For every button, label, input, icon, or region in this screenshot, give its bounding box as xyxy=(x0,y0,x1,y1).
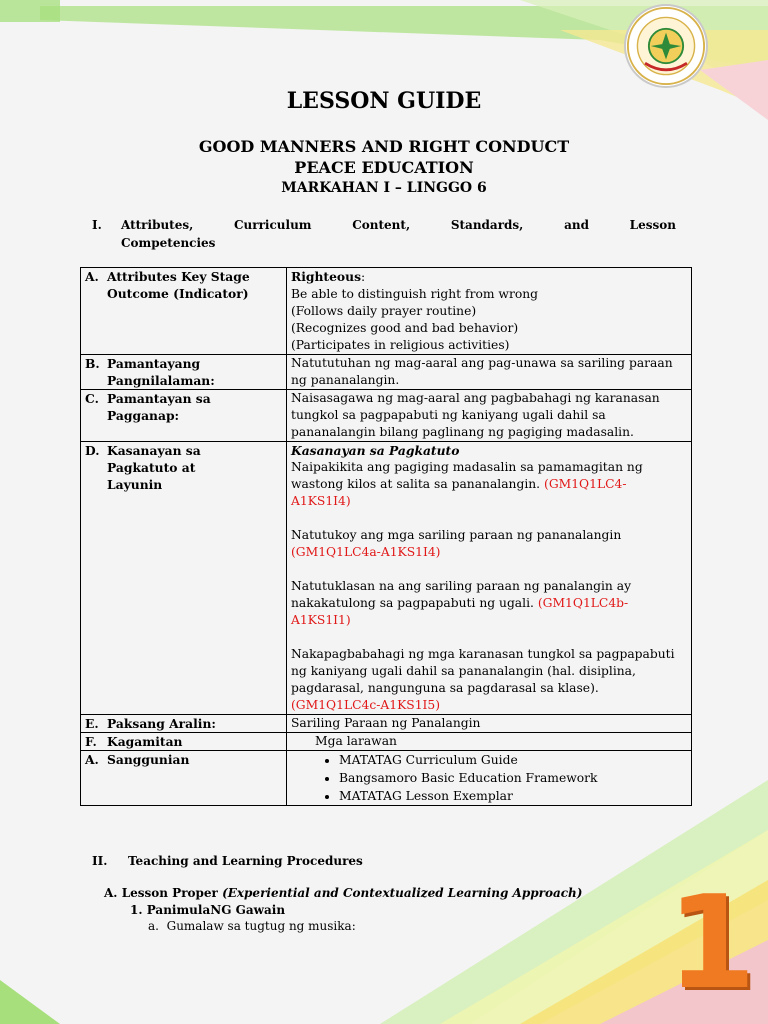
reference-list xyxy=(291,751,686,805)
reference-item: • MATATAG Lesson Exemplar xyxy=(339,787,686,805)
row-label-line: Pamantayang xyxy=(107,356,201,371)
competency-code: (GM1Q1LC4a-A1KS1I4) xyxy=(291,545,441,559)
row-key: F. xyxy=(85,734,97,749)
lesson-proper-key: A. xyxy=(104,886,118,900)
competency-text: Nakapagbabahagi ng mga karanasan tungkol sa pagpapabuti ng kaniyang ugali dahil sa pananalangin (hal. disiplina, pagdarasal, nangunguna sa pagdarasal sa klase). xyxy=(291,647,675,695)
row-label-line: Pagganap: xyxy=(107,408,180,423)
attribute-heading: Righteous xyxy=(291,269,361,284)
row-label: Kagamitan xyxy=(107,734,183,749)
section-1-number: I. xyxy=(92,218,102,232)
section-2-heading xyxy=(92,854,363,868)
row-key: A. xyxy=(85,752,99,767)
materials-text: Mga larawan xyxy=(315,734,397,748)
sub-step-text: Gumalaw sa tugtug ng musika: xyxy=(166,919,356,933)
row-key: C. xyxy=(85,391,99,406)
content-standard-text: Natututuhan ng mag-aaral ang pag-unawa sa sariling paraan ng pananalangin. xyxy=(287,355,692,390)
subject-line-1: GOOD MANNERS AND RIGHT CONDUCT xyxy=(198,137,570,156)
sub-step-key: a. xyxy=(148,919,159,933)
competencies-content xyxy=(287,442,692,715)
row-key: B. xyxy=(85,356,100,371)
attribute-line: (Participates in religious activities) xyxy=(291,338,510,352)
row-label-line: Kasanayan sa xyxy=(107,443,201,458)
row-label-line: Outcome (Indicator) xyxy=(107,286,249,301)
competency-code: (GM1Q1LC4b-A1KS1I1) xyxy=(291,596,629,627)
competency-item xyxy=(291,578,686,629)
lesson-proper-heading xyxy=(104,886,582,900)
competency-text: Natutukoy ang mga sariling paraan ng pananalangin xyxy=(291,528,622,542)
attribute-line: Be able to distinguish right from wrong xyxy=(291,287,539,301)
section-1-title-line-1: Attributes, Curriculum Content, Standards, and Lesson xyxy=(121,218,676,232)
attributes-content xyxy=(287,268,692,355)
attribute-line: (Recognizes good and bad behavior) xyxy=(291,321,519,335)
attribute-colon: : xyxy=(361,270,366,284)
attribute-line: (Follows daily prayer routine) xyxy=(291,304,477,318)
competency-item xyxy=(291,459,686,510)
subject-heading xyxy=(0,136,768,178)
subject-line-2: PEACE EDUCATION xyxy=(294,158,474,177)
section-1-heading xyxy=(92,216,676,252)
lesson-proper-approach: (Experiential and Contextualized Learning Approach) xyxy=(222,886,583,900)
table-row-topic xyxy=(81,715,692,733)
table-row-attributes xyxy=(81,268,692,355)
row-key: A. xyxy=(85,269,99,284)
sub-step xyxy=(148,919,356,933)
row-label-line: Layunin xyxy=(107,477,163,492)
row-label: Paksang Aralin: xyxy=(107,716,216,731)
table-row-materials xyxy=(81,733,692,751)
row-label xyxy=(107,442,201,493)
competencies-heading: Kasanayan sa Pagkatuto xyxy=(291,443,460,458)
table-row-performance-standard xyxy=(81,390,692,442)
section-2-number: II. xyxy=(92,854,108,868)
reference-item: • MATATAG Curriculum Guide xyxy=(339,751,686,769)
step-heading xyxy=(130,903,285,917)
topic-text: Sariling Paraan ng Panalangin xyxy=(287,715,692,733)
row-label-line: Pagkatuto at xyxy=(107,460,196,475)
competency-item xyxy=(291,527,686,561)
page-title: LESSON GUIDE xyxy=(286,88,482,114)
competency-code: (GM1Q1LC4c-A1KS1I5) xyxy=(291,698,440,712)
competency-text: Natutuklasan na ang sariling paraan ng panalangin ay nakakatulong sa pagpapabuti ng ugali. xyxy=(291,579,632,610)
page-number: 1 xyxy=(667,869,757,1018)
row-label-line: Attributes Key Stage xyxy=(107,269,250,284)
row-label-line: Pamantayan sa xyxy=(107,391,211,406)
reference-item: • Bangsamoro Basic Education Framework xyxy=(339,769,686,787)
step-key: 1. xyxy=(130,903,143,917)
table-row-competencies xyxy=(81,442,692,715)
performance-standard-text: Naisasagawa ng mag-aaral ang pagbabahagi ng karanasan tungkol sa pagpapabuti ng kaniyang ugali dahil sa pananalangin bilang paglinang ng pagiging madasalin. xyxy=(287,390,692,442)
row-label xyxy=(107,268,250,302)
row-label: Sanggunian xyxy=(107,752,190,767)
row-label-line: Pangnilalaman: xyxy=(107,373,215,388)
step-label: PanimulaNG Gawain xyxy=(146,903,286,917)
competency-item xyxy=(291,646,686,714)
seal-logo xyxy=(624,4,708,88)
section-2-title: Teaching and Learning Procedures xyxy=(128,854,363,868)
table-row-content-standard xyxy=(81,355,692,390)
lesson-table xyxy=(80,267,692,806)
section-1-title-line-2: Competencies xyxy=(121,236,216,250)
lesson-proper-label: Lesson Proper xyxy=(121,886,223,900)
competency-text: Naipakikita ang pagiging madasalin sa pamamagitan ng wastong kilos at salita sa pananalangin. xyxy=(291,460,643,491)
row-label xyxy=(107,355,215,389)
row-label xyxy=(107,390,211,424)
competency-code: (GM1Q1LC4-A1KS1I4) xyxy=(291,477,627,508)
row-key: E. xyxy=(85,716,99,731)
row-key: D. xyxy=(85,443,100,458)
quarter-week: MARKAHAN I – LINGGO 6 xyxy=(281,180,487,196)
table-row-references xyxy=(81,751,692,806)
